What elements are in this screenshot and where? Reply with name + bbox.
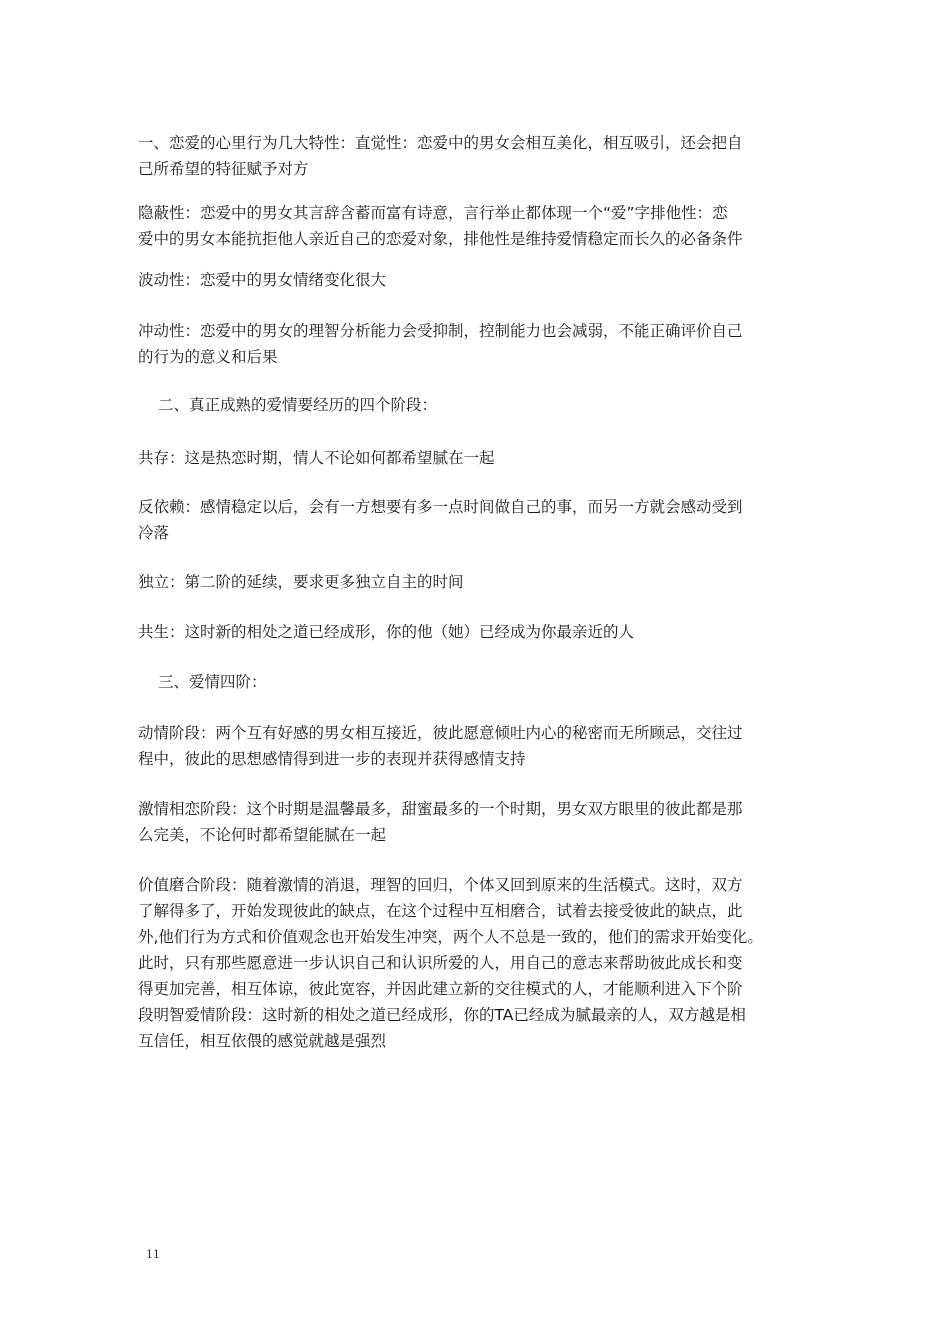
text-line: 己所希望的特征赋予对方 [138, 160, 309, 178]
section-3-heading [138, 669, 267, 695]
text-line: 价值磨合阶段：随着激情的消退，理智的回归，个体又回到原来的生活模式。这时，双方 [138, 876, 743, 894]
text-line: 么完美，不论何时都希望能腻在一起 [138, 826, 387, 844]
paragraph-anti-dependence [138, 494, 743, 546]
text-line: 爱中的男女本能抗拒他人亲近自己的恋爱对象，排他性是维持爱情稳定而长久的必备条件 [138, 230, 743, 248]
text-line: 共存：这是热恋时期，情人不论如何都希望腻在一起 [138, 449, 495, 467]
text-line: 了解得多了，开始发现彼此的缺点，在这个过程中互相磨合，试着去接受彼此的缺点，此 [138, 902, 743, 920]
text-line: 激情相恋阶段：这个时期是温馨最多，甜蜜最多的一个时期，男女双方眼里的彼此都是那 [138, 800, 743, 818]
section-1-intro [138, 130, 743, 182]
text-line: 的行为的意义和后果 [138, 348, 278, 366]
paragraph-wave-trait [138, 267, 386, 293]
text-line: 波动性：恋爱中的男女情绪变化很大 [138, 271, 387, 289]
paragraph-stage-passion [138, 796, 743, 848]
paragraph-stage-value [138, 872, 763, 1054]
text-line: 反依赖：感情稳定以后，会有一方想要有多一点时间做自己的事，而另一方就会感动受到 [138, 498, 743, 516]
text-line: 程中，彼此的思想感情得到进一步的表现并获得感情支持 [138, 750, 526, 768]
text-line: 段明智爱情阶段：这时新的相处之道已经成形，你的TA已经成为腻最亲的人，双方越是相 [138, 1006, 746, 1024]
text-line: 外,他们行为方式和价值观念也开始发生冲突，两个人不总是一致的，他们的需求开始变化。 [138, 928, 763, 946]
paragraph-impulse-trait [138, 318, 743, 370]
text-line: 得更加完善，相互体谅，彼此宽容，并因此建立新的交往模式的人，才能顺利进入下个阶 [138, 980, 743, 998]
text-line: 共生：这时新的相处之道已经成形，你的他（她）已经成为你最亲近的人 [138, 623, 635, 641]
heading-text: 二、真正成熟的爱情要经历的四个阶段： [158, 396, 438, 414]
page-number: 11 [146, 1248, 160, 1261]
paragraph-stage-emotion [138, 720, 743, 772]
text-line: 动情阶段：两个互有好感的男女相互接近，彼此愿意倾吐内心的秘密而无所顾忌，交往过 [138, 724, 743, 742]
text-line: 互信任，相互依偎的感觉就越是强烈 [138, 1032, 387, 1050]
section-2-heading [138, 392, 437, 418]
text-line: 此时，只有那些愿意进一步认识自己和认识所爱的人，用自己的意志来帮助彼此成长和变 [138, 954, 743, 972]
text-line: 冲动性：恋爱中的男女的理智分析能力会受抑制，控制能力也会减弱，不能正确评价自己 [138, 322, 743, 340]
heading-text: 三、爱情四阶： [158, 673, 267, 691]
text-line: 冷落 [138, 524, 170, 542]
text-line: 一、恋爱的心里行为几大特性：直觉性：恋爱中的男女会相互美化，相互吸引，还会把自 [138, 134, 743, 152]
paragraph-symbiosis [138, 619, 634, 645]
paragraph-hidden-trait [138, 200, 743, 252]
paragraph-coexist [138, 445, 495, 471]
paragraph-independence [138, 569, 464, 595]
text-line: 独立：第二阶的延续，要求更多独立自主的时间 [138, 573, 464, 591]
text-line: 隐蔽性：恋爱中的男女其言辞含蓄而富有诗意，言行举止都体现一个“爱”字排他性：恋 [138, 204, 728, 222]
